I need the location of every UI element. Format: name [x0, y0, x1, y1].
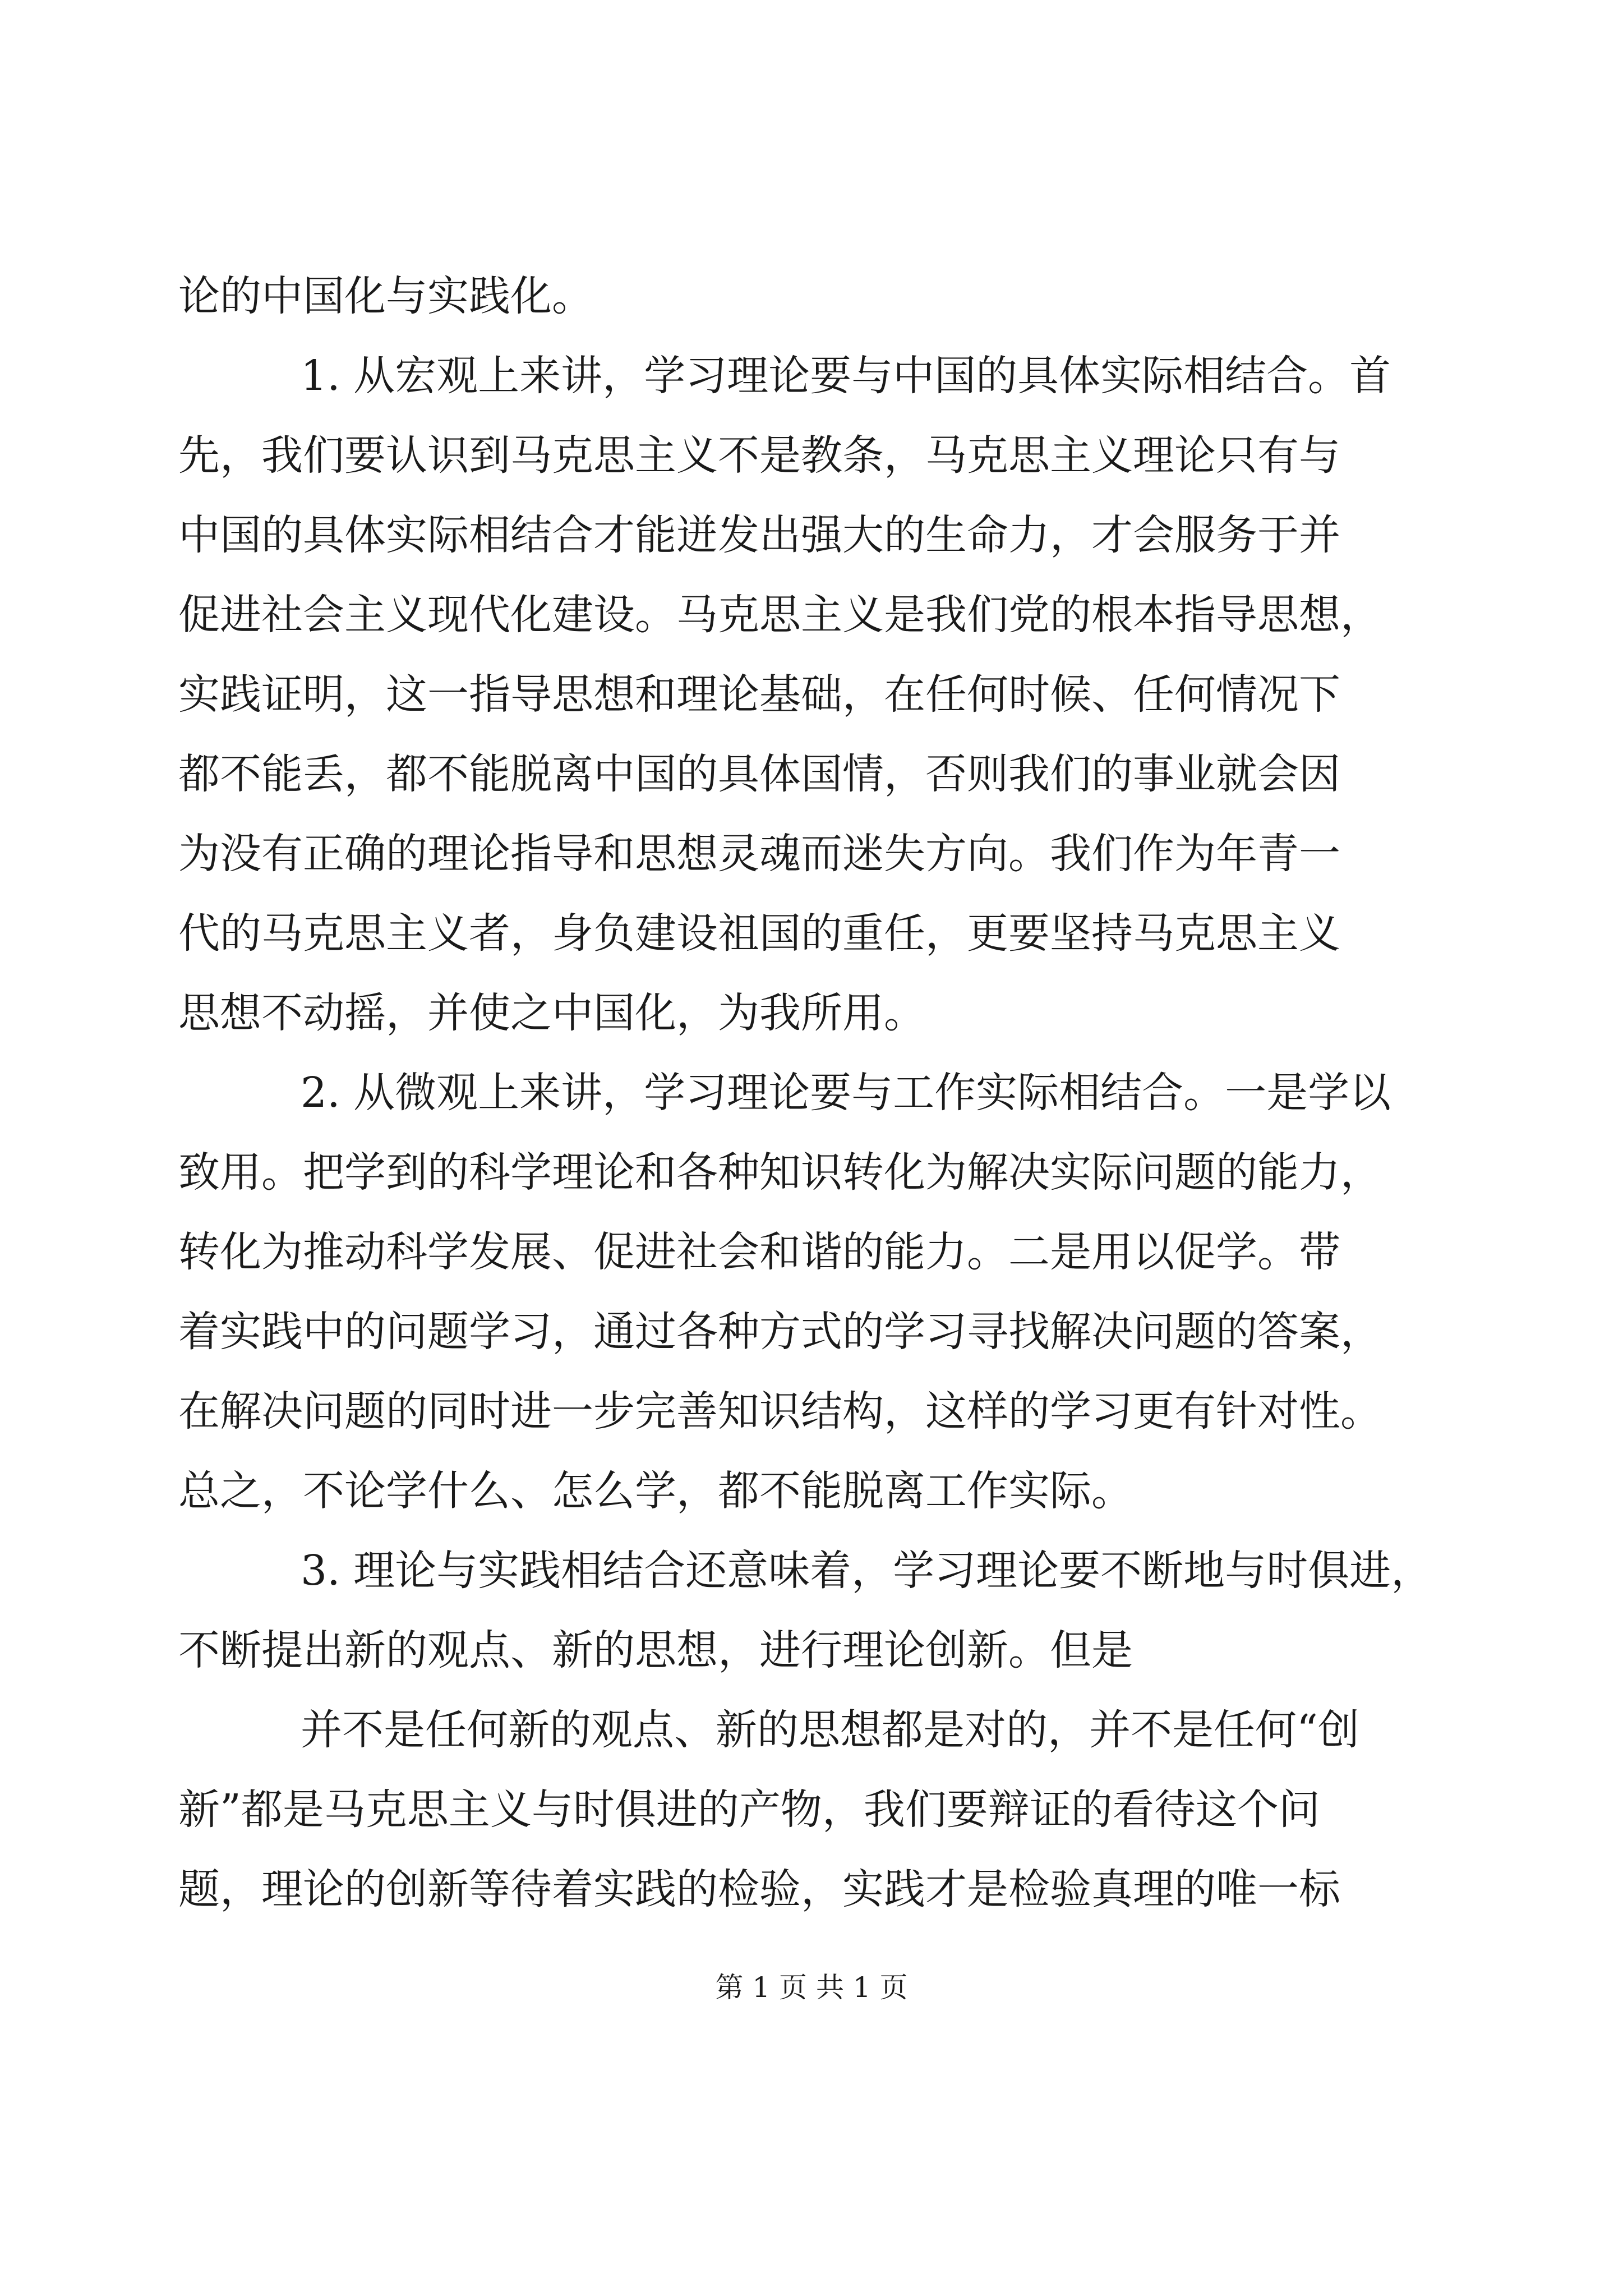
text-line: 新”都是马克思主义与时俱进的产物，我们要辩证的看待这个问	[178, 1786, 1320, 1834]
text-line: 着实践中的问题学习，通过各种方式的学习寻找解决问题的答案，	[178, 1308, 1382, 1356]
text-line: 不断提出新的观点、新的思想，进行理论创新。但是	[178, 1626, 1133, 1674]
text-line: 实践证明，这一指导思想和理论基础，在任何时候、任何情况下	[178, 670, 1340, 719]
text-line: 促进社会主义现代化建设。马克思主义是我们党的根本指导思想，	[178, 591, 1382, 639]
text-line: 论的中国化与实践化。	[178, 272, 593, 320]
text-line: 并不是任何新的观点、新的思想都是对的，并不是任何“创	[301, 1706, 1359, 1754]
text-line: 都不能丢，都不能脱离中国的具体国情，否则我们的事业就会因	[178, 750, 1340, 798]
text-line: 2. 从微观上来讲，学习理论要与工作实际相结合。一是学以	[301, 1069, 1391, 1117]
page-number-footer: 第 1 页 共 1 页	[715, 1971, 908, 2004]
text-line: 3. 理论与实践相结合还意味着，学习理论要不断地与时俱进，	[301, 1547, 1433, 1595]
text-line: 总之，不论学什么、怎么学，都不能脱离工作实际。	[178, 1467, 1133, 1515]
text-line: 1. 从宏观上来讲，学习理论要与中国的具体实际相结合。首	[301, 352, 1391, 400]
text-line: 为没有正确的理论指导和思想灵魂而迷失方向。我们作为年青一	[178, 830, 1340, 878]
text-line: 转化为推动科学发展、促进社会和谐的能力。二是用以促学。带	[178, 1228, 1340, 1276]
text-line: 思想不动摇，并使之中国化，为我所用。	[178, 989, 925, 1037]
text-line: 中国的具体实际相结合才能迸发出强大的生命力，才会服务于并	[178, 511, 1340, 559]
text-line: 先，我们要认识到马克思主义不是教条，马克思主义理论只有与	[178, 431, 1340, 480]
text-line: 在解决问题的同时进一步完善知识结构，这样的学习更有针对性。	[178, 1387, 1382, 1435]
text-line: 题，理论的创新等待着实践的检验，实践才是检验真理的唯一标	[178, 1865, 1340, 1913]
text-line: 代的马克思主义者，身负建设祖国的重任，更要坚持马克思主义	[178, 909, 1340, 958]
text-line: 致用。把学到的科学理论和各种知识转化为解决实际问题的能力，	[178, 1148, 1382, 1197]
